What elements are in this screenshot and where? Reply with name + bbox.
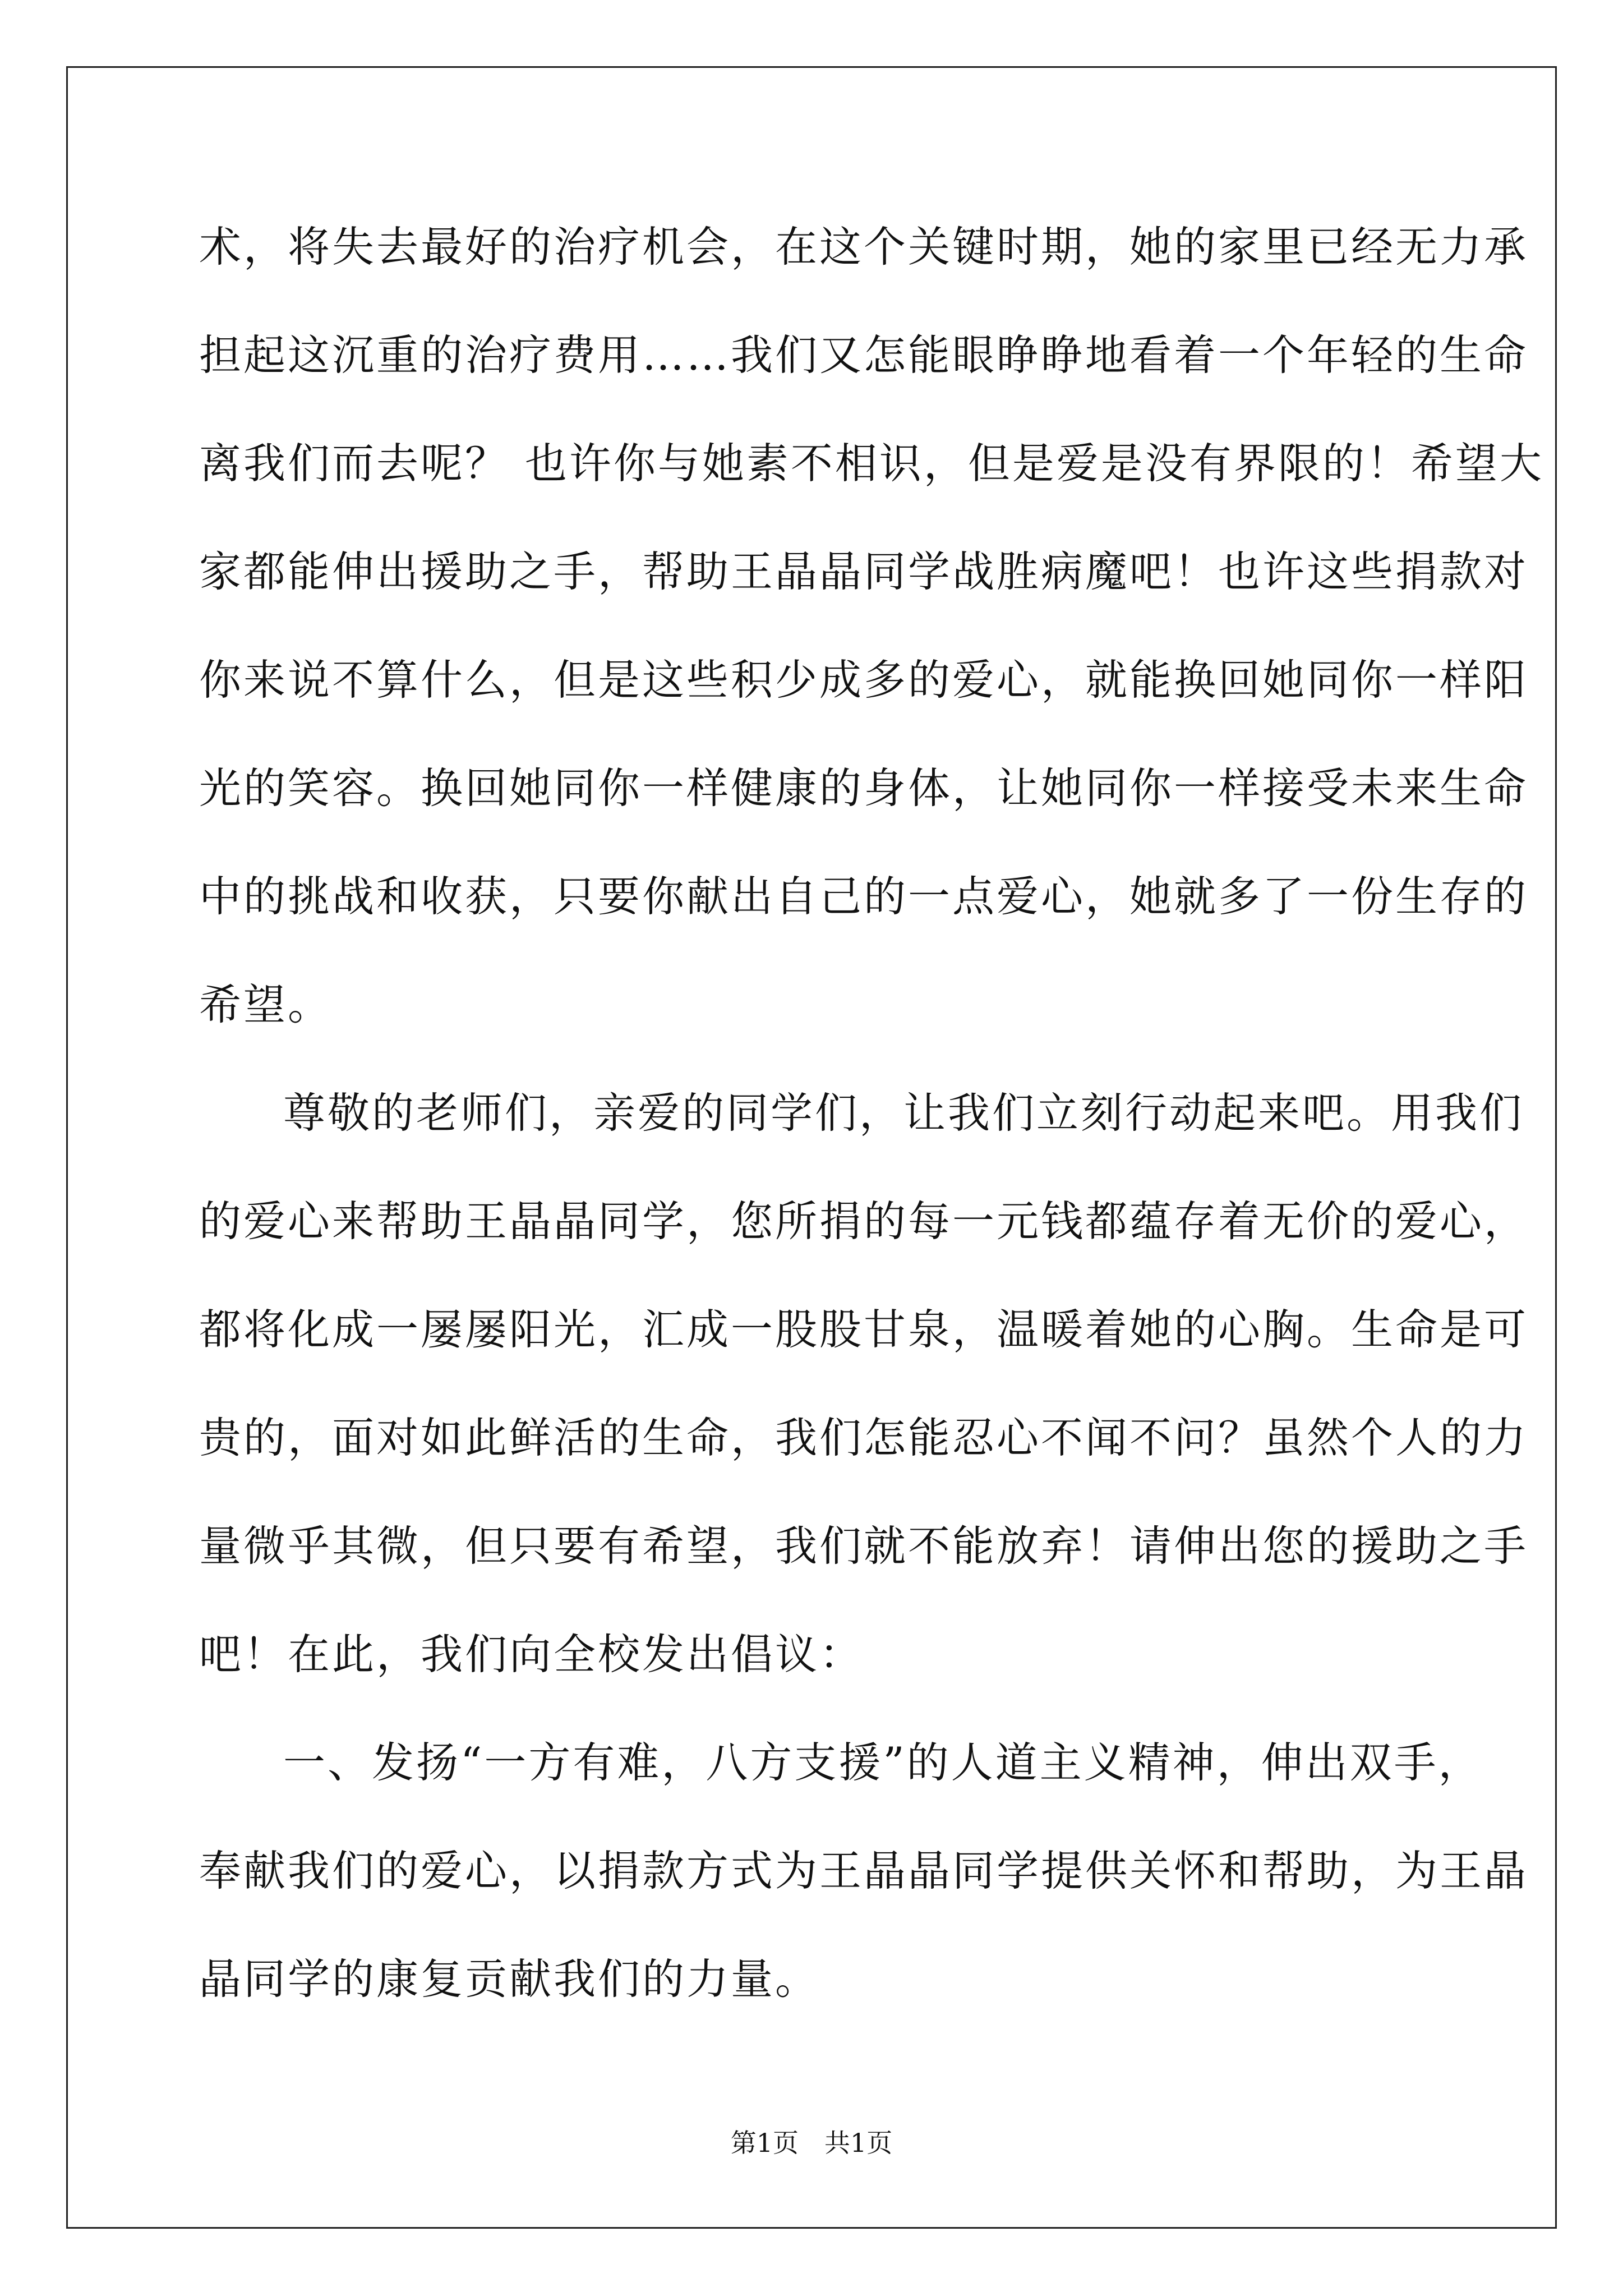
text-line: 尊敬的老师们，亲爱的同学们，让我们立刻行动起来吧。用我们: [283, 1088, 1524, 1138]
text-line: 都将化成一屡屡阳光，汇成一股股甘泉，温暖着她的心胸。生命是可: [199, 1305, 1529, 1354]
text-line: 离我们而去呢？ 也许你与她素不相识，但是爱是没有界限的！希望大: [199, 439, 1544, 488]
text-line: 担起这沉重的治疗费用……我们又怎能眼睁睁地看着一个年轻的生命: [199, 330, 1529, 380]
text-line: 光的笑容。换回她同你一样健康的身体，让她同你一样接受未来生命: [199, 763, 1529, 813]
text-line: 贵的，面对如此鲜活的生命，我们怎能忍心不闻不问？虽然个人的力: [199, 1413, 1529, 1462]
text-line: 家都能伸出援助之手，帮助王晶晶同学战胜病魔吧！也许这些捐款对: [199, 547, 1529, 596]
text-line: 量微乎其微，但只要有希望，我们就不能放弃！请伸出您的援助之手: [199, 1521, 1529, 1571]
text-line: 吧！在此，我们向全校发出倡议：: [199, 1630, 864, 1679]
text-line: 你来说不算什么，但是这些积少成多的爱心，就能换回她同你一样阳: [199, 655, 1529, 705]
text-line: 中的挑战和收获，只要你献出自己的一点爱心，她就多了一份生存的: [199, 872, 1529, 921]
document-body: [199, 216, 1544, 2056]
text-line: 的爱心来帮助王晶晶同学，您所捐的每一元钱都蕴存着无价的爱心，: [199, 1197, 1529, 1246]
text-line: 奉献我们的爱心，以捐款方式为王晶晶同学提供关怀和帮助，为王晶: [199, 1846, 1529, 1895]
page-number-footer: 第1页 共1页: [730, 2128, 893, 2158]
text-line: 希望。: [199, 980, 333, 1029]
text-line: 晶同学的康复贡献我们的力量。: [199, 1954, 820, 2004]
text-line: 一、发扬“一方有难，八方支援”的人道主义精神，伸出双手，: [283, 1738, 1483, 1787]
text-line: 术，将失去最好的治疗机会，在这个关键时期，她的家里已经无力承: [199, 222, 1529, 272]
